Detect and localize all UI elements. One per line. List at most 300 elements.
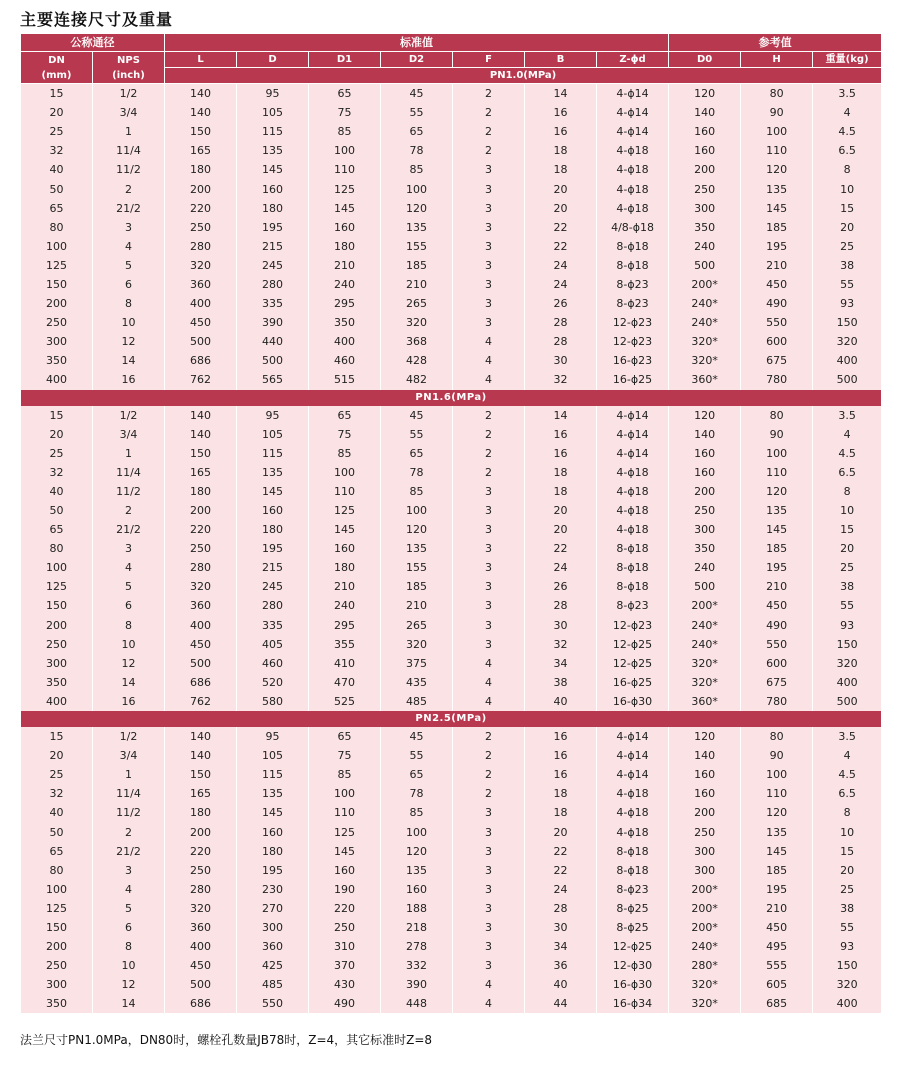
cell-dn: 300 (21, 975, 93, 994)
cell-d0: 160 (669, 122, 741, 141)
cell-h: 490 (741, 294, 813, 313)
cell-d0: 160 (669, 141, 741, 160)
cell-b: 28 (525, 899, 597, 918)
cell-d: 245 (237, 256, 309, 275)
cell-z-phi-d: 8-ϕ18 (597, 237, 669, 256)
cell-d1: 180 (309, 558, 381, 577)
cell-b: 18 (525, 141, 597, 160)
table-row (21, 727, 882, 746)
cell-d0: 500 (669, 577, 741, 596)
cell-h: 135 (741, 501, 813, 520)
cell-d: 550 (237, 994, 309, 1013)
cell-z-phi-d: 16-ϕ30 (597, 975, 669, 994)
cell-d1: 145 (309, 199, 381, 218)
cell-f: 2 (453, 784, 525, 803)
cell-nps: 4 (93, 558, 165, 577)
cell-h: 135 (741, 822, 813, 841)
cell-d2: 55 (381, 746, 453, 765)
cell-l: 762 (165, 370, 237, 389)
cell-z-phi-d: 4-ϕ18 (597, 141, 669, 160)
cell-l: 165 (165, 463, 237, 482)
cell-nps: 14 (93, 994, 165, 1013)
cell-l: 400 (165, 937, 237, 956)
cell-d: 565 (237, 370, 309, 389)
cell-weight: 6.5 (813, 463, 882, 482)
cell-h: 675 (741, 673, 813, 692)
cell-b: 16 (525, 727, 597, 746)
cell-nps: 3/4 (93, 425, 165, 444)
cell-weight: 8 (813, 160, 882, 179)
table-row (21, 463, 882, 482)
cell-d: 195 (237, 861, 309, 880)
cell-l: 500 (165, 332, 237, 351)
cell-d0: 250 (669, 501, 741, 520)
cell-f: 4 (453, 351, 525, 370)
cell-z-phi-d: 4-ϕ18 (597, 520, 669, 539)
cell-b: 36 (525, 956, 597, 975)
cell-z-phi-d: 12-ϕ23 (597, 313, 669, 332)
cell-weight: 6.5 (813, 784, 882, 803)
cell-f: 4 (453, 994, 525, 1013)
cell-b: 16 (525, 444, 597, 463)
cell-l: 180 (165, 482, 237, 501)
cell-dn: 15 (21, 406, 93, 425)
pressure-class-label: PN1.6(MPa) (21, 390, 882, 406)
cell-d: 500 (237, 351, 309, 370)
cell-d2: 375 (381, 654, 453, 673)
cell-dn: 300 (21, 654, 93, 673)
table-body (21, 84, 882, 1014)
cell-weight: 4 (813, 746, 882, 765)
table-row (21, 918, 882, 937)
cell-d2: 185 (381, 256, 453, 275)
cell-dn: 20 (21, 103, 93, 122)
cell-dn: 32 (21, 463, 93, 482)
cell-l: 686 (165, 673, 237, 692)
cell-z-phi-d: 8-ϕ25 (597, 918, 669, 937)
header-d: D (237, 52, 309, 68)
cell-nps: 6 (93, 596, 165, 615)
cell-d: 215 (237, 558, 309, 577)
cell-b: 24 (525, 880, 597, 899)
cell-b: 16 (525, 122, 597, 141)
cell-l: 180 (165, 160, 237, 179)
cell-dn: 400 (21, 692, 93, 711)
cell-d: 145 (237, 160, 309, 179)
cell-d: 270 (237, 899, 309, 918)
table-row (21, 577, 882, 596)
header-group-row (21, 34, 882, 52)
table-row (21, 122, 882, 141)
cell-d2: 45 (381, 406, 453, 425)
cell-h: 450 (741, 275, 813, 294)
cell-d0: 350 (669, 218, 741, 237)
cell-h: 185 (741, 861, 813, 880)
cell-d0: 250 (669, 179, 741, 198)
cell-b: 18 (525, 803, 597, 822)
cell-dn: 150 (21, 596, 93, 615)
cell-d0: 300 (669, 520, 741, 539)
cell-weight: 320 (813, 332, 882, 351)
cell-d2: 135 (381, 861, 453, 880)
cell-d: 215 (237, 237, 309, 256)
cell-d1: 160 (309, 218, 381, 237)
cell-f: 2 (453, 141, 525, 160)
cell-f: 3 (453, 635, 525, 654)
cell-nps: 16 (93, 692, 165, 711)
cell-weight: 400 (813, 351, 882, 370)
cell-d1: 100 (309, 141, 381, 160)
cell-h: 550 (741, 635, 813, 654)
cell-d2: 265 (381, 294, 453, 313)
cell-f: 3 (453, 539, 525, 558)
cell-f: 3 (453, 313, 525, 332)
cell-f: 2 (453, 84, 525, 104)
table-row (21, 275, 882, 294)
cell-d2: 332 (381, 956, 453, 975)
cell-h: 145 (741, 842, 813, 861)
cell-b: 32 (525, 635, 597, 654)
cell-d1: 180 (309, 237, 381, 256)
cell-d0: 320* (669, 351, 741, 370)
cell-d0: 320* (669, 673, 741, 692)
cell-weight: 25 (813, 880, 882, 899)
cell-z-phi-d: 12-ϕ23 (597, 332, 669, 351)
table-row (21, 256, 882, 275)
cell-l: 140 (165, 425, 237, 444)
cell-d: 95 (237, 406, 309, 425)
cell-f: 3 (453, 596, 525, 615)
cell-d: 280 (237, 596, 309, 615)
cell-nps: 6 (93, 918, 165, 937)
cell-d2: 155 (381, 237, 453, 256)
cell-d0: 240* (669, 294, 741, 313)
cell-nps: 8 (93, 937, 165, 956)
cell-nps: 11/4 (93, 141, 165, 160)
table-row (21, 861, 882, 880)
cell-weight: 4.5 (813, 765, 882, 784)
cell-h: 450 (741, 596, 813, 615)
cell-d: 115 (237, 122, 309, 141)
cell-h: 555 (741, 956, 813, 975)
cell-z-phi-d: 4-ϕ18 (597, 160, 669, 179)
header-h: H (741, 52, 813, 68)
cell-f: 2 (453, 425, 525, 444)
cell-weight: 15 (813, 520, 882, 539)
cell-weight: 10 (813, 179, 882, 198)
cell-z-phi-d: 16-ϕ23 (597, 351, 669, 370)
cell-l: 400 (165, 616, 237, 635)
cell-b: 14 (525, 406, 597, 425)
cell-f: 4 (453, 692, 525, 711)
cell-d1: 295 (309, 616, 381, 635)
table-row (21, 784, 882, 803)
cell-l: 320 (165, 899, 237, 918)
cell-dn: 20 (21, 425, 93, 444)
cell-nps: 14 (93, 351, 165, 370)
cell-d1: 100 (309, 463, 381, 482)
cell-d1: 525 (309, 692, 381, 711)
cell-l: 320 (165, 577, 237, 596)
cell-l: 500 (165, 654, 237, 673)
cell-d1: 75 (309, 425, 381, 444)
cell-f: 3 (453, 294, 525, 313)
cell-f: 3 (453, 861, 525, 880)
cell-d2: 135 (381, 218, 453, 237)
cell-d: 520 (237, 673, 309, 692)
cell-dn: 32 (21, 141, 93, 160)
cell-z-phi-d: 4-ϕ14 (597, 727, 669, 746)
cell-f: 3 (453, 577, 525, 596)
table-row (21, 103, 882, 122)
cell-d: 160 (237, 501, 309, 520)
cell-weight: 38 (813, 899, 882, 918)
cell-dn: 125 (21, 577, 93, 596)
cell-d: 135 (237, 784, 309, 803)
cell-z-phi-d: 12-ϕ23 (597, 616, 669, 635)
cell-d1: 110 (309, 803, 381, 822)
cell-weight: 38 (813, 577, 882, 596)
cell-d0: 200* (669, 899, 741, 918)
header-l: L (165, 52, 237, 68)
cell-l: 360 (165, 596, 237, 615)
header-group-reference: 参考值 (669, 34, 882, 52)
cell-d: 405 (237, 635, 309, 654)
cell-l: 150 (165, 444, 237, 463)
cell-b: 22 (525, 842, 597, 861)
cell-b: 16 (525, 746, 597, 765)
cell-h: 110 (741, 141, 813, 160)
table-row (21, 313, 882, 332)
table-row (21, 803, 882, 822)
cell-d: 115 (237, 444, 309, 463)
cell-weight: 3.5 (813, 406, 882, 425)
cell-h: 145 (741, 520, 813, 539)
cell-b: 18 (525, 160, 597, 179)
cell-d1: 210 (309, 256, 381, 275)
cell-d2: 65 (381, 122, 453, 141)
cell-d1: 125 (309, 822, 381, 841)
cell-dn: 15 (21, 727, 93, 746)
cell-f: 3 (453, 616, 525, 635)
cell-d1: 400 (309, 332, 381, 351)
cell-h: 600 (741, 654, 813, 673)
cell-d0: 140 (669, 425, 741, 444)
cell-d0: 320* (669, 332, 741, 351)
cell-weight: 55 (813, 596, 882, 615)
cell-d0: 200* (669, 880, 741, 899)
table-row (21, 179, 882, 198)
cell-z-phi-d: 4-ϕ18 (597, 803, 669, 822)
cell-dn: 25 (21, 765, 93, 784)
cell-d0: 320* (669, 975, 741, 994)
cell-d: 460 (237, 654, 309, 673)
cell-b: 16 (525, 425, 597, 444)
cell-weight: 25 (813, 237, 882, 256)
table-row (21, 141, 882, 160)
cell-weight: 10 (813, 822, 882, 841)
header-nps (93, 52, 165, 84)
cell-b: 20 (525, 822, 597, 841)
table-row (21, 425, 882, 444)
cell-h: 135 (741, 179, 813, 198)
table-row (21, 218, 882, 237)
cell-weight: 3.5 (813, 727, 882, 746)
cell-l: 280 (165, 237, 237, 256)
cell-nps: 5 (93, 577, 165, 596)
cell-b: 22 (525, 861, 597, 880)
table-row (21, 84, 882, 104)
cell-l: 220 (165, 199, 237, 218)
cell-d0: 200* (669, 275, 741, 294)
cell-weight: 4.5 (813, 122, 882, 141)
cell-nps: 12 (93, 332, 165, 351)
cell-d0: 200 (669, 160, 741, 179)
cell-f: 2 (453, 765, 525, 784)
cell-d1: 220 (309, 899, 381, 918)
cell-h: 185 (741, 539, 813, 558)
cell-d0: 200 (669, 803, 741, 822)
table-row (21, 635, 882, 654)
cell-b: 28 (525, 596, 597, 615)
cell-d: 105 (237, 425, 309, 444)
cell-dn: 25 (21, 444, 93, 463)
cell-nps: 11/4 (93, 784, 165, 803)
header-column-row (21, 52, 882, 68)
cell-l: 150 (165, 122, 237, 141)
cell-d1: 160 (309, 539, 381, 558)
cell-dn: 150 (21, 275, 93, 294)
cell-nps: 21/2 (93, 199, 165, 218)
cell-d0: 320* (669, 994, 741, 1013)
cell-d1: 65 (309, 727, 381, 746)
cell-nps: 5 (93, 899, 165, 918)
cell-weight: 320 (813, 654, 882, 673)
cell-d1: 125 (309, 501, 381, 520)
cell-weight: 500 (813, 692, 882, 711)
cell-d0: 160 (669, 444, 741, 463)
cell-weight: 20 (813, 539, 882, 558)
cell-d: 280 (237, 275, 309, 294)
cell-b: 40 (525, 692, 597, 711)
cell-h: 120 (741, 482, 813, 501)
cell-d2: 78 (381, 784, 453, 803)
cell-dn: 100 (21, 880, 93, 899)
cell-d1: 160 (309, 861, 381, 880)
cell-weight: 93 (813, 937, 882, 956)
cell-weight: 500 (813, 370, 882, 389)
cell-z-phi-d: 8-ϕ18 (597, 577, 669, 596)
cell-l: 360 (165, 275, 237, 294)
cell-nps: 1 (93, 444, 165, 463)
cell-nps: 12 (93, 975, 165, 994)
cell-b: 28 (525, 332, 597, 351)
cell-weight: 15 (813, 199, 882, 218)
cell-z-phi-d: 8-ϕ23 (597, 294, 669, 313)
cell-d2: 482 (381, 370, 453, 389)
cell-d2: 45 (381, 84, 453, 104)
cell-d1: 110 (309, 160, 381, 179)
cell-h: 80 (741, 84, 813, 104)
cell-d2: 485 (381, 692, 453, 711)
cell-d1: 410 (309, 654, 381, 673)
cell-weight: 93 (813, 294, 882, 313)
cell-dn: 200 (21, 616, 93, 635)
cell-nps: 14 (93, 673, 165, 692)
cell-d1: 75 (309, 746, 381, 765)
cell-l: 140 (165, 727, 237, 746)
cell-nps: 8 (93, 616, 165, 635)
header-nps-unit: (inch) (112, 69, 145, 81)
cell-f: 3 (453, 256, 525, 275)
cell-z-phi-d: 4-ϕ18 (597, 179, 669, 198)
cell-z-phi-d: 12-ϕ25 (597, 635, 669, 654)
cell-dn: 40 (21, 482, 93, 501)
cell-l: 320 (165, 256, 237, 275)
footnote: 法兰尺寸PN1.0MPa，DN80时，螺栓孔数量JB78时，Z=4，其它标准时Z=8 (20, 1033, 433, 1047)
cell-nps: 8 (93, 294, 165, 313)
cell-nps: 2 (93, 822, 165, 841)
cell-b: 20 (525, 179, 597, 198)
cell-weight: 20 (813, 861, 882, 880)
cell-weight: 4.5 (813, 444, 882, 463)
page-title: 主要连接尺寸及重量 (20, 10, 174, 29)
cell-h: 195 (741, 880, 813, 899)
cell-l: 140 (165, 103, 237, 122)
cell-z-phi-d: 8-ϕ18 (597, 842, 669, 861)
cell-l: 140 (165, 406, 237, 425)
cell-z-phi-d: 8-ϕ25 (597, 899, 669, 918)
cell-d0: 360* (669, 370, 741, 389)
cell-d0: 300 (669, 199, 741, 218)
cell-d1: 125 (309, 179, 381, 198)
cell-dn: 80 (21, 218, 93, 237)
pressure-class-label: PN2.5(MPa) (21, 711, 882, 727)
cell-b: 26 (525, 577, 597, 596)
cell-f: 2 (453, 103, 525, 122)
cell-l: 165 (165, 784, 237, 803)
cell-d2: 55 (381, 103, 453, 122)
header-z-phi-d: Z-ϕd (597, 52, 669, 68)
cell-weight: 150 (813, 956, 882, 975)
cell-d2: 210 (381, 596, 453, 615)
cell-z-phi-d: 4-ϕ14 (597, 122, 669, 141)
cell-d2: 65 (381, 444, 453, 463)
cell-dn: 250 (21, 956, 93, 975)
cell-d0: 280* (669, 956, 741, 975)
cell-d1: 240 (309, 596, 381, 615)
cell-d1: 75 (309, 103, 381, 122)
table-row (21, 199, 882, 218)
cell-d: 360 (237, 937, 309, 956)
cell-d1: 310 (309, 937, 381, 956)
cell-h: 100 (741, 122, 813, 141)
cell-f: 3 (453, 482, 525, 501)
cell-d1: 430 (309, 975, 381, 994)
cell-d0: 120 (669, 727, 741, 746)
cell-dn: 200 (21, 937, 93, 956)
cell-nps: 3/4 (93, 103, 165, 122)
cell-l: 150 (165, 765, 237, 784)
cell-d0: 240 (669, 237, 741, 256)
cell-d1: 100 (309, 784, 381, 803)
cell-z-phi-d: 4-ϕ18 (597, 482, 669, 501)
cell-d: 95 (237, 84, 309, 104)
cell-d0: 140 (669, 746, 741, 765)
cell-b: 34 (525, 654, 597, 673)
cell-d1: 65 (309, 406, 381, 425)
cell-f: 2 (453, 746, 525, 765)
